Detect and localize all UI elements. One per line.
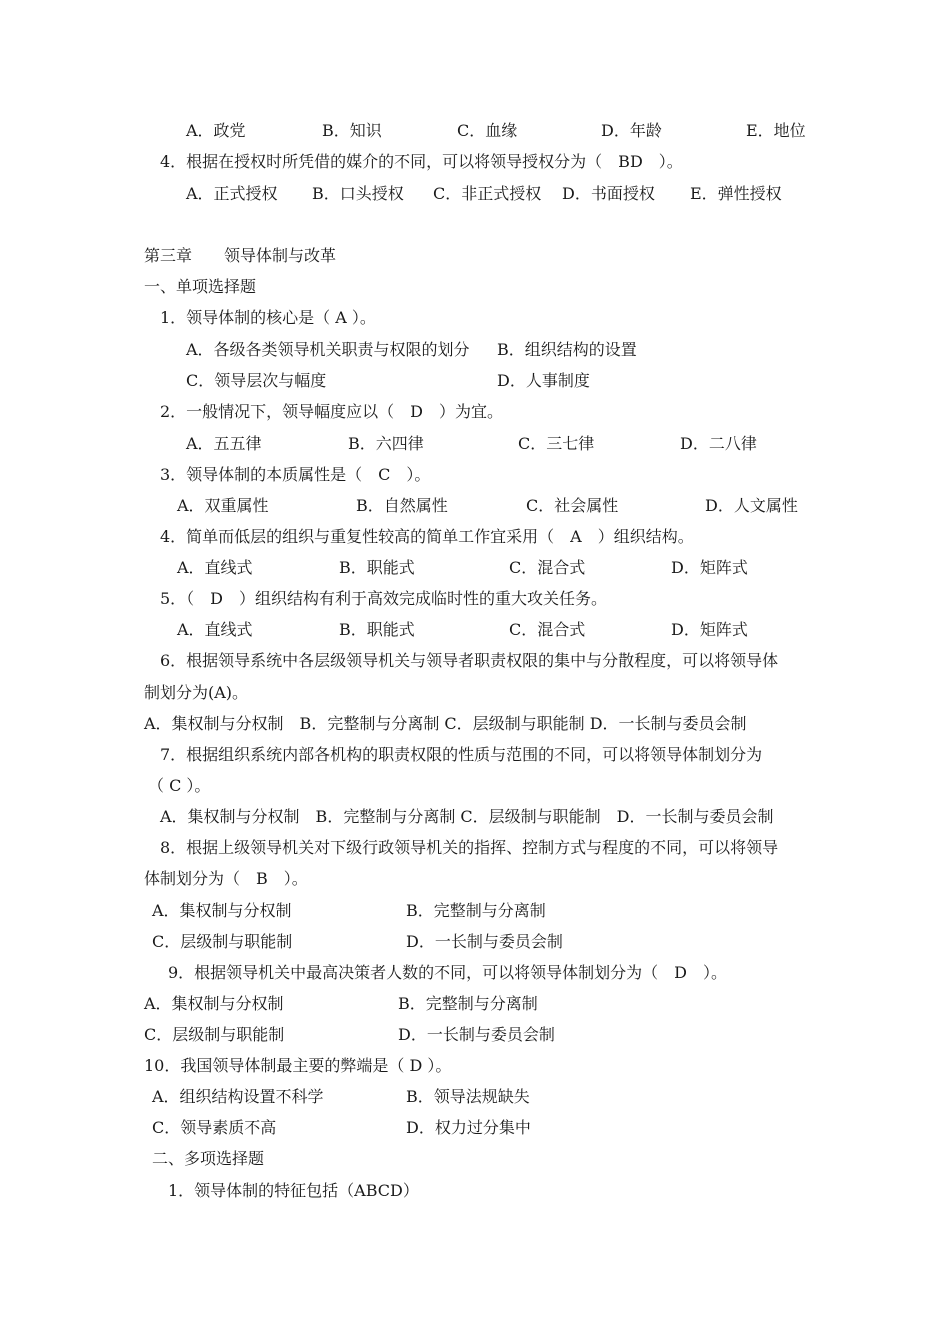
option-c: C．社会属性	[526, 496, 619, 515]
section-heading-single: 一、单项选择题	[144, 277, 257, 296]
prev-q4-stem: 4．根据在授权时所凭借的媒介的不同，可以将领导授权分为（ BD ）。	[160, 152, 683, 171]
question-stem: 4．简单而低层的组织与重复性较高的简单工作宜采用（ A ）组织结构。	[160, 527, 694, 546]
option-b: B．职能式	[339, 620, 415, 639]
option-b: B．职能式	[339, 558, 415, 577]
question-stem: 6．根据领导系统中各层级领导机关与领导者职责权限的集中与分散程度，可以将领导体	[160, 651, 779, 670]
option-b: B．领导法规缺失	[406, 1087, 530, 1106]
option-d: D．矩阵式	[671, 620, 748, 639]
prev-q3-option-a: A．政党	[186, 121, 246, 140]
prev-q4-option-e: E．弹性授权	[690, 184, 782, 203]
option-a: A．集权制与分权制	[152, 901, 292, 920]
option-c: C．层级制与职能制	[152, 932, 293, 951]
option-d: D．一长制与委员会制	[398, 1025, 555, 1044]
options-line: A．集权制与分权制 B．完整制与分离制 C．层级制与职能制 D．一长制与委员会制	[160, 807, 774, 826]
question-stem: 7．根据组织系统内部各机构的职责权限的性质与范围的不同，可以将领导体制划分为	[160, 745, 763, 764]
option-a: A．五五律	[186, 434, 262, 453]
option-b: B．完整制与分离制	[406, 901, 546, 920]
question-stem: 8．根据上级领导机关对下级行政领导机关的指挥、控制方式与程度的不同，可以将领导	[160, 838, 779, 857]
question-stem: 9．根据领导机关中最高决策者人数的不同，可以将领导体制划分为（ D ）。	[168, 963, 728, 982]
section-heading-multi: 二、多项选择题	[152, 1149, 265, 1168]
prev-q4-option-a: A．正式授权	[186, 184, 278, 203]
option-a: A．各级各类领导机关职责与权限的划分	[186, 340, 470, 359]
options-line: A．集权制与分权制 B．完整制与分离制 C．层级制与职能制 D．一长制与委员会制	[144, 714, 747, 733]
option-c: C．领导素质不高	[152, 1118, 277, 1137]
question-stem-continued: 体制划分为（ B ）。	[144, 869, 308, 888]
option-b: B．完整制与分离制	[398, 994, 538, 1013]
option-a: A．组织结构设置不科学	[152, 1087, 324, 1106]
prev-q3-option-b: B．知识	[322, 121, 382, 140]
option-d: D．权力过分集中	[406, 1118, 531, 1137]
question-stem: 10．我国领导体制最主要的弊端是（ D ）。	[144, 1056, 452, 1075]
prev-q4-option-d: D．书面授权	[562, 184, 655, 203]
option-d: D．二八律	[680, 434, 757, 453]
option-d: D．矩阵式	[671, 558, 748, 577]
question-stem: 1．领导体制的核心是（ A ）。	[160, 308, 376, 327]
chapter-title: 第三章 领导体制与改革	[144, 246, 337, 265]
question-stem: 5．（ D ）组织结构有利于高效完成临时性的重大攻关任务。	[160, 589, 608, 608]
prev-q4-option-c: C．非正式授权	[433, 184, 542, 203]
question-stem: 2．一般情况下，领导幅度应以（ D ）为宜。	[160, 402, 504, 421]
option-c: C．混合式	[509, 558, 586, 577]
prev-q3-option-d: D．年龄	[601, 121, 662, 140]
option-c: C．混合式	[509, 620, 586, 639]
option-c: C．层级制与职能制	[144, 1025, 285, 1044]
option-d: D．人事制度	[497, 371, 590, 390]
option-a: A．双重属性	[177, 496, 269, 515]
option-a: A．直线式	[177, 558, 253, 577]
option-d: D．人文属性	[705, 496, 798, 515]
question-stem-continued: 制划分为(A)。	[144, 683, 249, 702]
option-b: B．六四律	[348, 434, 424, 453]
question-stem: 3．领导体制的本质属性是（ C ）。	[160, 465, 431, 484]
question-stem: 1．领导体制的特征包括（ABCD）	[168, 1181, 419, 1200]
prev-q4-option-b: B．口头授权	[312, 184, 404, 203]
option-c: C．领导层次与幅度	[186, 371, 327, 390]
option-b: B．组织结构的设置	[497, 340, 637, 359]
option-c: C．三七律	[518, 434, 595, 453]
option-a: A．直线式	[177, 620, 253, 639]
option-a: A．集权制与分权制	[144, 994, 284, 1013]
question-stem-continued: （ C ）。	[148, 776, 211, 795]
option-b: B．自然属性	[356, 496, 448, 515]
prev-q3-option-e: E．地位	[746, 121, 806, 140]
prev-q3-option-c: C．血缘	[457, 121, 518, 140]
option-d: D．一长制与委员会制	[406, 932, 563, 951]
